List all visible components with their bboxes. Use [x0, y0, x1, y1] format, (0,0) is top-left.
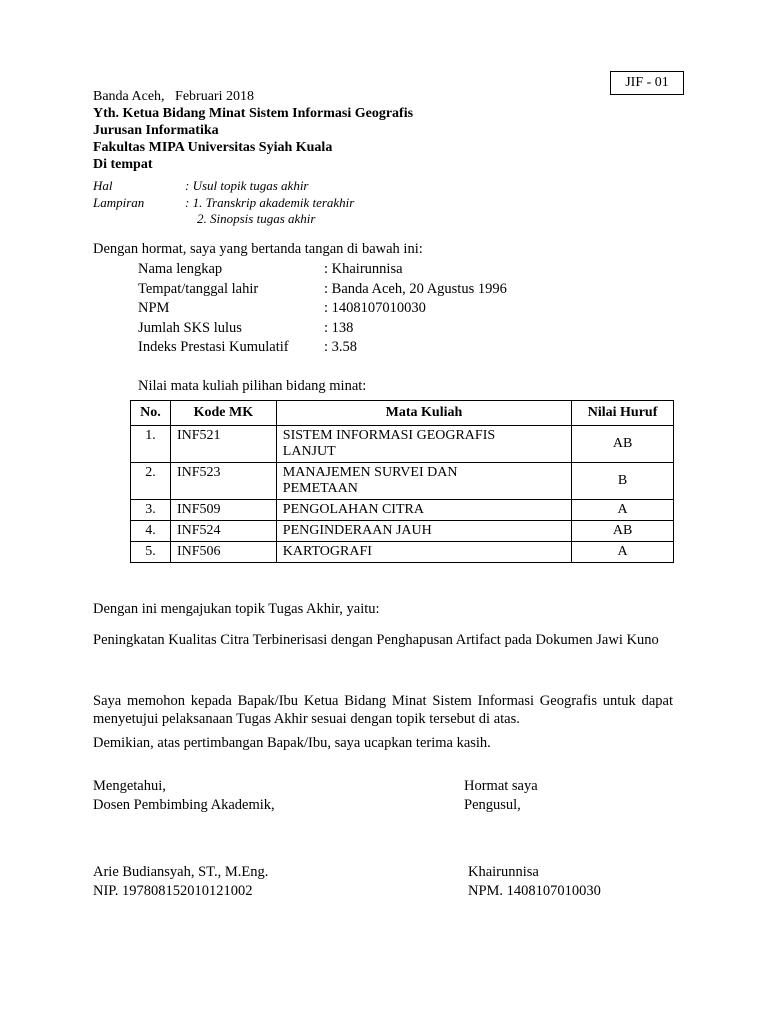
- cell-mata-kuliah: PENGOLAHAN CITRA: [276, 500, 571, 521]
- student-npm: NPM. 1408107010030: [468, 883, 601, 899]
- right-signatory: [468, 863, 601, 901]
- right-title-line-1: Hormat saya: [464, 778, 538, 794]
- subject-block: [93, 178, 354, 228]
- mk-line: LANJUT: [282, 444, 336, 459]
- col-header-mata-kuliah: Mata Kuliah: [276, 401, 571, 426]
- lampiran-item-1: : 1. Transkrip akademik terakhir: [185, 194, 355, 210]
- mk-line: SISTEM INFORMASI GEOGRAFIS: [282, 428, 496, 443]
- cell-nilai: AB: [572, 426, 674, 463]
- cell-kode: INF509: [170, 500, 276, 521]
- lampiran-label: Lampiran: [93, 194, 145, 210]
- identity-label: NPM: [138, 300, 170, 316]
- request-paragraph: Saya memohon kepada Bapak/Ibu Ketua Bidang Minat Sistem Informasi Geografis untuk dapat menyetujui pelaksanaan Tugas Akhir sesuai dengan topik tersebut di atas.: [93, 693, 673, 727]
- grades-table: [130, 400, 674, 563]
- advisor-name: Arie Budiansyah, ST., M.Eng.: [93, 864, 269, 880]
- identity-block: [138, 260, 507, 358]
- table-row: [131, 542, 674, 563]
- identity-value: : 1408107010030: [324, 300, 426, 316]
- table-row: [131, 500, 674, 521]
- recipient-department: Jurusan Informatika: [93, 123, 219, 138]
- left-signature-title: [93, 777, 275, 815]
- right-signature-title: [464, 777, 538, 815]
- left-signatory: [93, 863, 268, 901]
- table-header-row: [131, 401, 674, 426]
- identity-value: : 3.58: [324, 339, 358, 355]
- greeting: Dengan hormat, saya yang bertanda tangan di bawah ini:: [93, 241, 423, 257]
- cell-kode: INF521: [170, 426, 276, 463]
- topic-title: Peningkatan Kualitas Citra Terbinerisasi dengan Penghapusan Artifact pada Dokumen Jawi Kuno: [93, 632, 659, 648]
- recipient-faculty: Fakultas MIPA Universitas Syiah Kuala: [93, 140, 333, 155]
- letter-header: [93, 88, 413, 173]
- student-name: Khairunnisa: [468, 864, 539, 880]
- table-row: [131, 521, 674, 542]
- cell-no: 2.: [131, 463, 171, 500]
- left-title-line-2: Dosen Pembimbing Akademik,: [93, 797, 275, 813]
- identity-value: : Khairunnisa: [324, 261, 403, 277]
- cell-no: 1.: [131, 426, 171, 463]
- col-header-kode: Kode MK: [170, 401, 276, 426]
- table-row: [131, 426, 674, 463]
- recipient-title: Yth. Ketua Bidang Minat Sistem Informasi Geografis: [93, 106, 414, 121]
- cell-mata-kuliah: [276, 463, 571, 500]
- cell-mata-kuliah: KARTOGRAFI: [276, 542, 571, 563]
- advisor-nip: NIP. 197808152010121002: [93, 883, 253, 899]
- identity-value: : 138: [324, 319, 354, 336]
- col-header-nilai: Nilai Huruf: [572, 401, 674, 426]
- identity-label: Nama lengkap: [138, 261, 223, 277]
- recipient-location: Di tempat: [93, 157, 153, 172]
- grades-intro: Nilai mata kuliah pilihan bidang minat:: [138, 378, 367, 394]
- place-date: Banda Aceh, Februari 2018: [93, 89, 254, 104]
- cell-kode: INF523: [170, 463, 276, 500]
- cell-kode: INF506: [170, 542, 276, 563]
- closing-sentence: Demikian, atas pertimbangan Bapak/Ibu, saya ucapkan terima kasih.: [93, 735, 491, 751]
- mk-line: PEMETAAN: [282, 481, 358, 496]
- cell-nilai: A: [572, 542, 674, 563]
- cell-kode: INF524: [170, 521, 276, 542]
- cell-nilai: B: [572, 463, 674, 500]
- cell-no: 3.: [131, 500, 171, 521]
- cell-nilai: AB: [572, 521, 674, 542]
- hal-value: : Usul topik tugas akhir: [185, 178, 309, 193]
- lampiran-item-2: 2. Sinopsis tugas akhir: [197, 211, 316, 226]
- identity-label: Tempat/tanggal lahir: [138, 280, 259, 297]
- identity-label: Jumlah SKS lulus: [138, 319, 242, 336]
- col-header-no: No.: [131, 401, 171, 426]
- cell-no: 4.: [131, 521, 171, 542]
- table-row: [131, 463, 674, 500]
- identity-label: Indeks Prestasi Kumulatif: [138, 339, 289, 355]
- cell-no: 5.: [131, 542, 171, 563]
- cell-mata-kuliah: [276, 426, 571, 463]
- cell-nilai: A: [572, 500, 674, 521]
- document-code-box: JIF - 01: [610, 71, 684, 95]
- hal-label: Hal: [93, 178, 113, 193]
- identity-value: : Banda Aceh, 20 Agustus 1996: [324, 280, 507, 297]
- left-title-line-1: Mengetahui,: [93, 778, 166, 794]
- mk-line: MANAJEMEN SURVEI DAN: [282, 465, 458, 480]
- cell-mata-kuliah: PENGINDERAAN JAUH: [276, 521, 571, 542]
- topic-intro: Dengan ini mengajukan topik Tugas Akhir, yaitu:: [93, 601, 380, 617]
- right-title-line-2: Pengusul,: [464, 797, 521, 813]
